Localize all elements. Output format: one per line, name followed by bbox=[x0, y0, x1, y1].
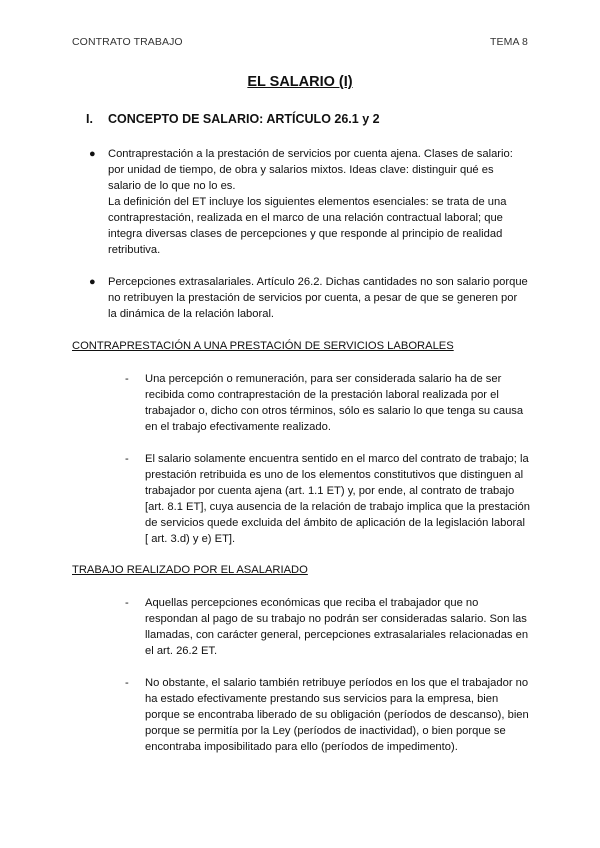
dash-icon: - bbox=[125, 453, 129, 465]
bullet-paragraph: La definición del ET incluye los siguientes elementos esenciales: se trata de una contraprestación, realizada en el marco de una relación contractual laboral; que integra diversas clases de percepciones y que responde al principio de realidad retributiva. bbox=[108, 196, 507, 256]
subsection-heading: CONTRAPRESTACIÓN A UNA PRESTACIÓN DE SERVICIOS LABORALES bbox=[72, 340, 454, 352]
dash-list-item bbox=[125, 451, 530, 547]
bullet-item bbox=[89, 274, 528, 322]
page-title: EL SALARIO (I) bbox=[247, 74, 353, 90]
subsection-heading: TRABAJO REALIZADO POR EL ASALARIADO bbox=[72, 564, 308, 576]
bullet-paragraph: Contraprestación a la prestación de servicios por cuenta ajena. Clases de salario: por unidad de tiempo, de obra y salarios mixtos. Ideas clave: distinguir qué es salario de lo que no lo es. bbox=[108, 148, 513, 192]
section-heading bbox=[86, 112, 380, 126]
dash-icon: - bbox=[125, 597, 129, 609]
dash-item-text: Una percepción o remuneración, para ser considerada salario ha de ser recibida como contraprestación de la prestación laboral realizada por el trabajador o, dicho con otros términos, sólo es salario lo que tenga su causa en el trabajo efectivamente realizado. bbox=[145, 373, 524, 433]
section-heading-text: CONCEPTO DE SALARIO: ARTÍCULO 26.1 y 2 bbox=[108, 112, 380, 126]
bullet-item bbox=[89, 146, 528, 258]
dash-item-text: No obstante, el salario también retribuye períodos en los que el trabajador no ha estado efectivamente prestando sus servicios para la empresa, bien porque se encontraba liberado de su obligación (períodos de descanso), bien porque se permitía por la Ley (períodos de inactividad), o bien porque se encontraba imposibilitado para ello (períodos de impedimento). bbox=[145, 677, 529, 753]
dash-item-text: El salario solamente encuentra sentido en el marco del contrato de trabajo; la prestación retribuida es uno de los elementos constitutivos que distinguen al trabajador por cuenta ajena (art. 1.1 ET) y, por ende, al contrato de trabajo [art. 8.1 ET], cuya ausencia de la relación de trabajo implica que la prestación de servicios quede excluida del ámbito de aplicación de la legislación laboral [ art. 3.d) y e) ET]. bbox=[145, 453, 530, 545]
dash-item-text: Aquellas percepciones económicas que reciba el trabajador que no respondan al pago de su trabajo no podrán ser consideradas salario. Son las llamadas, con carácter general, percepciones extrasalariales relacionadas en el art. 26.2 ET. bbox=[145, 597, 529, 657]
dash-list-item bbox=[125, 595, 530, 659]
bullet-paragraph: Percepciones extrasalariales. Artículo 26.2. Dichas cantidades no son salario porque no retribuyen la prestación de servicios por cuenta, a pesar de que se generen por la dinámica de la relación laboral. bbox=[108, 276, 528, 320]
document-header-left: CONTRATO TRABAJO bbox=[72, 36, 183, 48]
dash-list-item bbox=[125, 675, 530, 755]
bullet-icon: ● bbox=[89, 276, 96, 288]
dash-icon: - bbox=[125, 677, 129, 689]
section-number: I. bbox=[86, 112, 93, 126]
dash-icon: - bbox=[125, 373, 129, 385]
dash-list-item bbox=[125, 371, 530, 435]
document-header-right: TEMA 8 bbox=[490, 36, 528, 48]
bullet-icon: ● bbox=[89, 148, 96, 160]
